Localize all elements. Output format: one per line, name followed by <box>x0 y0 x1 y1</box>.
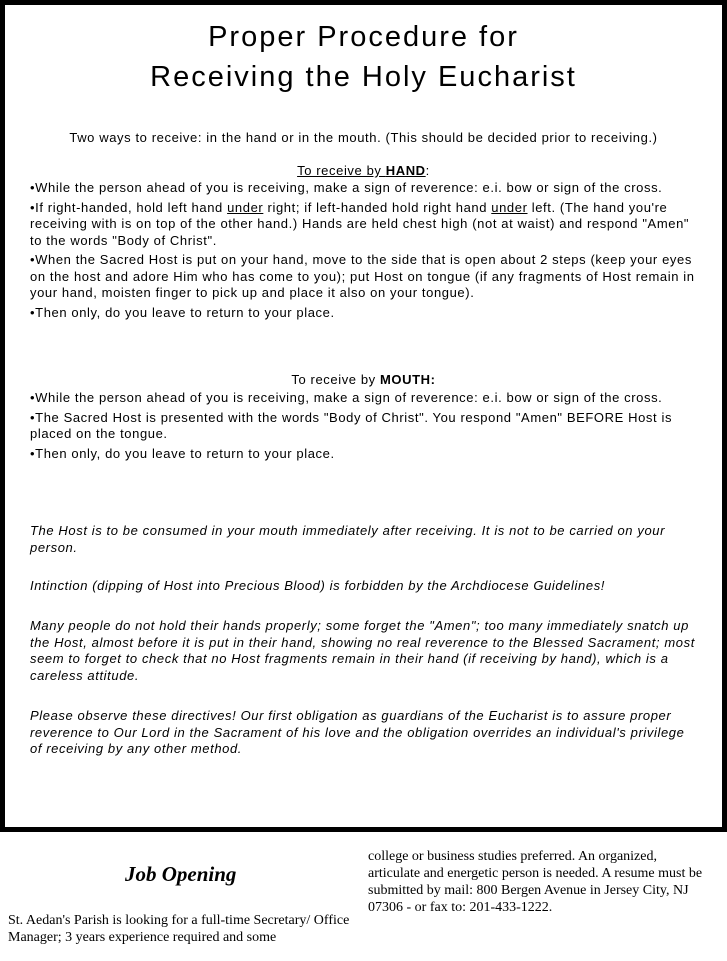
note-directives: Please observe these directives! Our first obligation as guardians of the Eucharist is to assure proper reverence to Our Lord in the Sacrament of his love and the obligation overrides an individual's privilege of receiving by any other method. <box>30 708 685 756</box>
hand-item: •If right-handed, hold left hand under right; if left-handed hold right hand under left. (The hand you're receiving with is on top of the other hand.) Hands are held chest high (not at waist) and respond "Amen" to the words "Body of Christ". <box>30 199 690 248</box>
mouth-item: •Then only, do you leave to return to your place. <box>30 445 335 461</box>
note-consume: The Host is to be consumed in your mouth immediately after receiving. It is not to be carried on your person. <box>30 523 666 555</box>
hand-heading: To receive by HAND: <box>297 163 430 178</box>
intro-text: Two ways to receive: in the hand or in the mouth. (This should be decided prior to receiving.) <box>69 130 658 145</box>
mouth-item: •While the person ahead of you is receiving, make a sign of reverence: e.i. bow or sign of the cross. <box>30 390 663 405</box>
mouth-instructions <box>30 390 700 465</box>
note-intinction: Intinction (dipping of Host into Precious Blood) is forbidden by the Archdiocese Guidelines! <box>30 578 606 593</box>
hand-item: •When the Sacred Host is put on your hand, move to the side that is open about 2 steps (keep your eyes on the host and adore Him who has come to you); put Host on tongue (if any fragments of Host remain in your hand, moisten finger to pick up and place it also on your tongue). <box>30 252 695 300</box>
mouth-item: •The Sacred Host is presented with the words "Body of Christ". You respond "Amen" BEFORE Host is placed on the tongue. <box>30 409 673 441</box>
job-text-column-2: college or business studies preferred. An organized, articulate and energetic person is needed. A resume must be submitted by mail: 800 Bergen Avenue in Jersey City, NJ 07306 - or fax to: 201-433-1222. <box>368 849 703 915</box>
job-opening-title: Job Opening <box>125 862 237 886</box>
title-line-1: Proper Procedure for <box>208 21 519 53</box>
hand-item: •Then only, do you leave to return to your place. <box>30 304 335 320</box>
note-reverence: Many people do not hold their hands properly; some forget the "Amen"; too many immediately snatch up the Host, almost before it is put in their hand, showing no real reverence to the Blessed Sacrament; most seem to forget to check that no Host fragments remain in their hand (if receiving by hand), which is a careless attitude. <box>30 618 695 683</box>
hand-item: •While the person ahead of you is receiving, make a sign of reverence: e.i. bow or sign of the cross. <box>30 180 663 195</box>
job-text-column-1: St. Aedan's Parish is looking for a full-time Secretary/ Office Manager; 3 years experience required and some <box>8 913 350 945</box>
mouth-heading: To receive by MOUTH: <box>291 372 436 387</box>
page-title <box>5 17 722 97</box>
hand-instructions <box>30 180 700 324</box>
title-line-2: Receiving the Holy Eucharist <box>150 61 577 93</box>
